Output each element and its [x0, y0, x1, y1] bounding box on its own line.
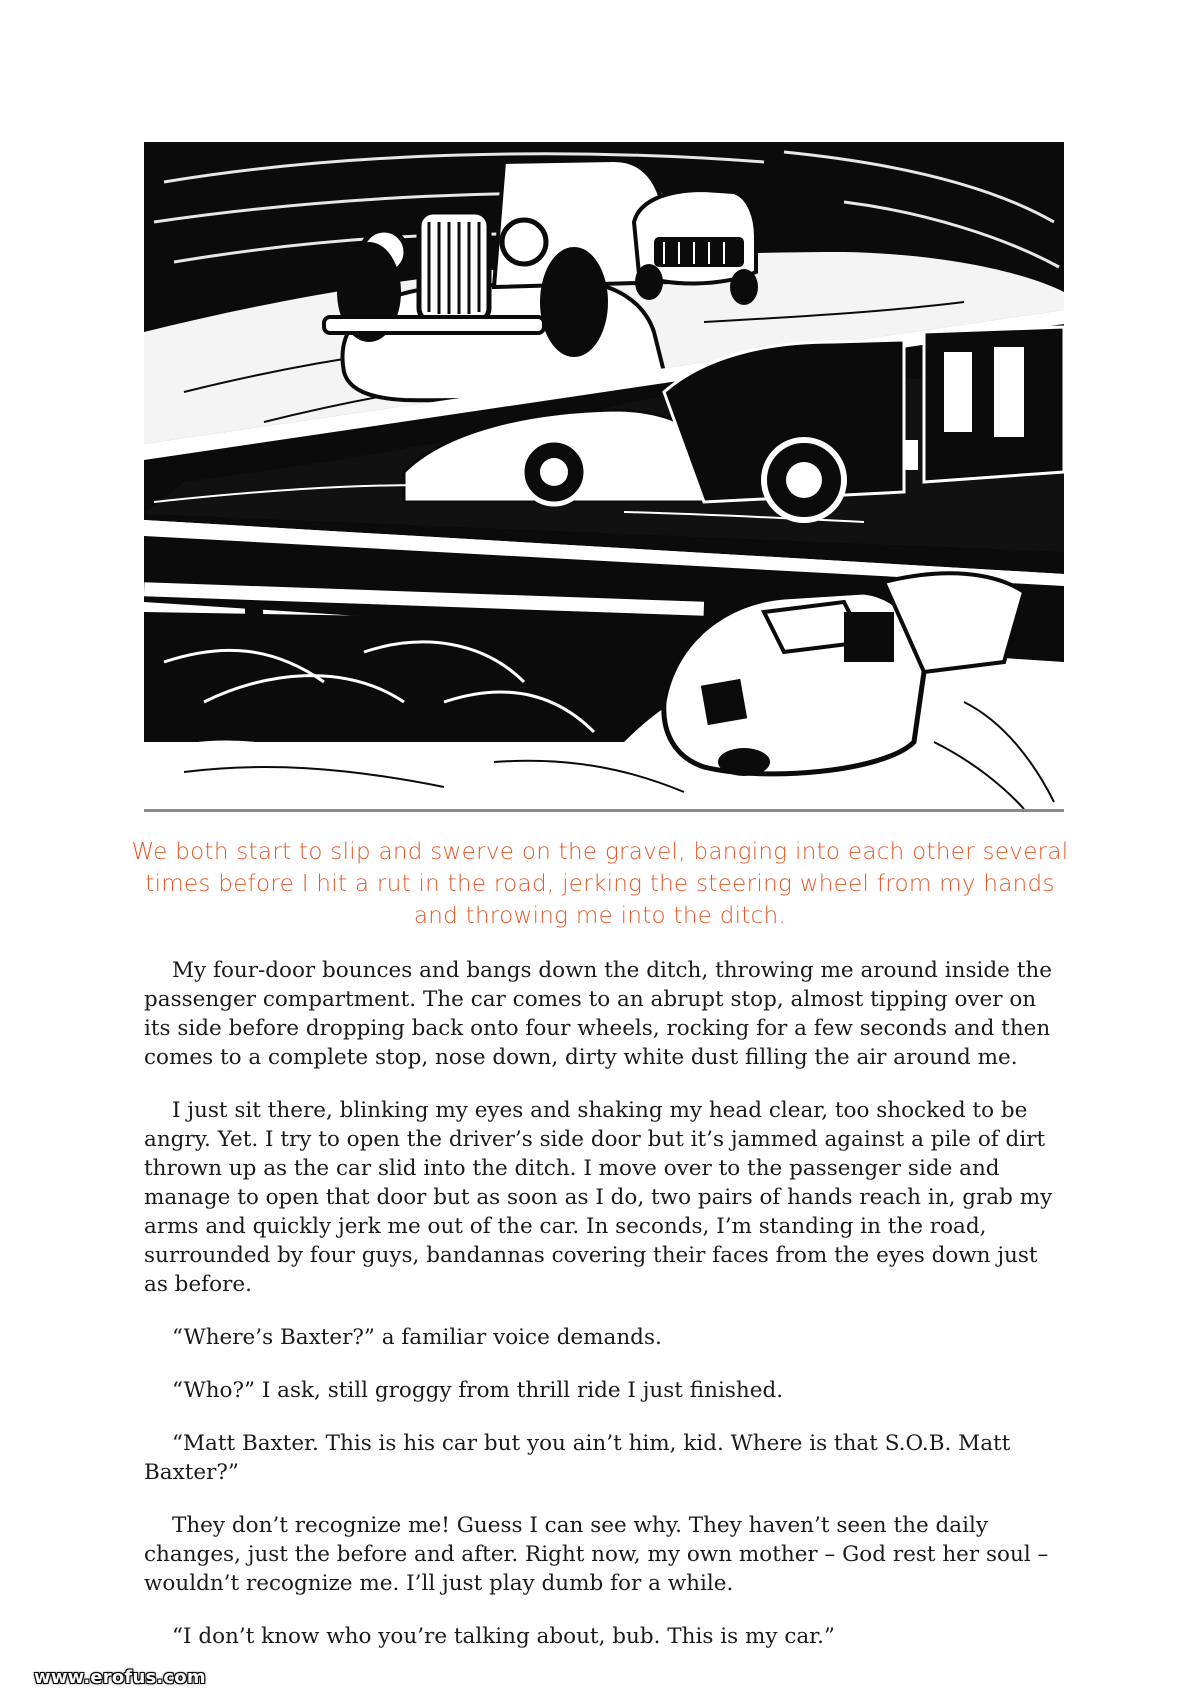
paragraph: “Who?” I ask, still groggy from thrill ride I just finished.: [172, 1378, 784, 1403]
story-text: [144, 956, 1066, 1675]
paragraph: “Matt Baxter. This is his car but you ain’t him, kid. Where is that S.O.B. Matt Baxter?”: [144, 1431, 1011, 1485]
paragraph: They don’t recognize me! Guess I can see why. They haven’t seen the daily changes, just the before and after. Right now, my own mother – God rest her soul – wouldn’t recognize me. I’ll just play dumb for a while.: [144, 1513, 1049, 1596]
paragraph: “Where’s Baxter?” a familiar voice demands.: [172, 1325, 662, 1350]
paragraph: I just sit there, blinking my eyes and shaking my head clear, too shocked to be angry. Yet. I try to open the driver’s side door but it’s jammed against a pile of dirt thrown up as the car slid into the ditch. I move over to the passenger side and manage to open that door but as soon as I do, two pairs of hands reach in, grab my arms and quickly jerk me out of the car. In seconds, I’m standing in the road, surrounded by four guys, bandannas covering their faces from the eyes down just as before.: [144, 1098, 1053, 1297]
site-watermark: www.erofus.com: [34, 1667, 206, 1688]
paragraph: My four-door bounces and bangs down the ditch, throwing me around inside the passenger compartment. The car comes to an abrupt stop, almost tipping over on its side before dropping back onto four wheels, rocking for a few seconds and then comes to a complete stop, nose down, dirty white dust filling the air around me.: [144, 958, 1052, 1070]
caption-text: We both start to slip and swerve on the gravel, banging into each other several times before I hit a rut in the road, jerking the steering wheel from my hands and throwing me into the ditch.: [131, 839, 1069, 929]
paragraph: “I don’t know who you’re talking about, bub. This is my car.”: [172, 1624, 835, 1649]
panel-bottom-ditch: [144, 536, 1064, 809]
comic-illustration: [144, 142, 1064, 812]
